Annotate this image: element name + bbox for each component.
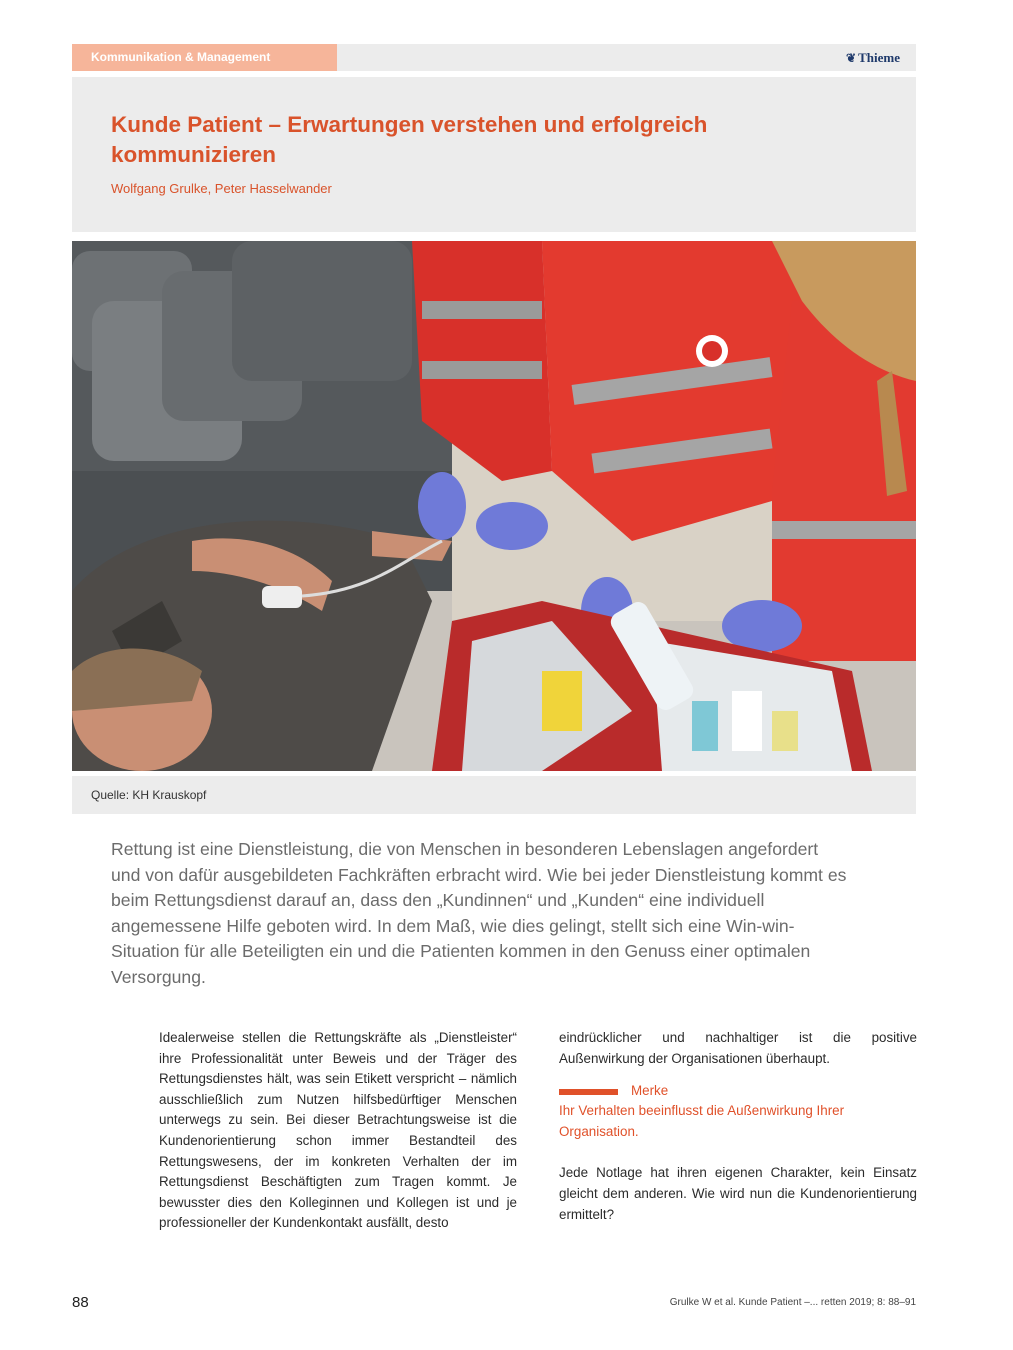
publisher-name: Thieme [858,50,900,65]
lead-paragraph: Rettung ist eine Dienstleistung, die von Menschen in besonderen Lebenslagen angefordert und von dafür ausgebildeten Fachkräften erbracht wird. Wie bei jeder Dienstleistung kommt es beim Rettungsdienst darauf an, dass den „Kundinnen“ und „Kunden“ eine individuell angemessene Hilfe geboten wird. In dem Maß, wie dies gelingt, stellt sich eine Win-win-Situation für alle Beteiligten ein und die Patienten kommen in den Genuss einer optimalen Versorgung. [111,839,847,987]
merke-label: Merke [631,1083,669,1099]
article-title: Kunde Patient – Erwartungen verstehen und erfolgreich kommunizieren [111,112,708,167]
publisher-logo [846,44,900,71]
page-number: 88 [72,1294,89,1311]
body-column-left [159,1028,517,1234]
article-photo [72,241,916,771]
body-paragraph-2: eindrücklicher und nachhaltiger ist die positive Außenwirkung der Organisationen überhaupt. [559,1030,917,1066]
article-authors: Wolfgang Grulke, Peter Hasselwander [111,181,332,196]
paramedics-photo-illustration [72,241,916,771]
section-tag: Kommunikation & Management [72,44,337,71]
merke-box [559,1081,917,1101]
body-column-right [559,1028,917,1225]
caption-bar [72,776,916,814]
title-panel [72,77,916,232]
header-bar [72,44,916,71]
thieme-logo-icon: ❦ [846,51,857,65]
photo-credit: Quelle: KH Krauskopf [91,788,207,802]
citation: Grulke W et al. Kunde Patient –... retten 2019; 8: 88–91 [669,1297,916,1308]
merke-text: Ihr Verhalten beeinflusst die Außenwirkung Ihrer Organisation. [559,1103,845,1139]
body-paragraph-1: Idealerweise stellen die Rettungskräfte als „Dienstleister“ ihre Professionalität unter Beweis und der Träger des Rettungsdienstes hält, was sein Etikett verspricht – nämlich ausschließlich zum Nutzen hilfsbedürftiger Menschen unterwegs zu sein. Bei dieser Betrachtungsweise ist die Kundenorientierung schon immer Bestandteil des Rettungswesens, der im konkreten Verhalten der im Rettungsdienst Beschäftigten zum Tragen kommt. Je bewusster dies den Kolleginnen und Kollegen ist und je professioneller der Kundenkontakt ausfällt, desto [159,1030,517,1231]
body-paragraph-3: Jede Notlage hat ihren eigenen Charakter, kein Einsatz gleicht dem anderen. Wie wird nun die Kundenorientierung ermittelt? [559,1165,917,1222]
merke-accent-bar [559,1089,618,1095]
